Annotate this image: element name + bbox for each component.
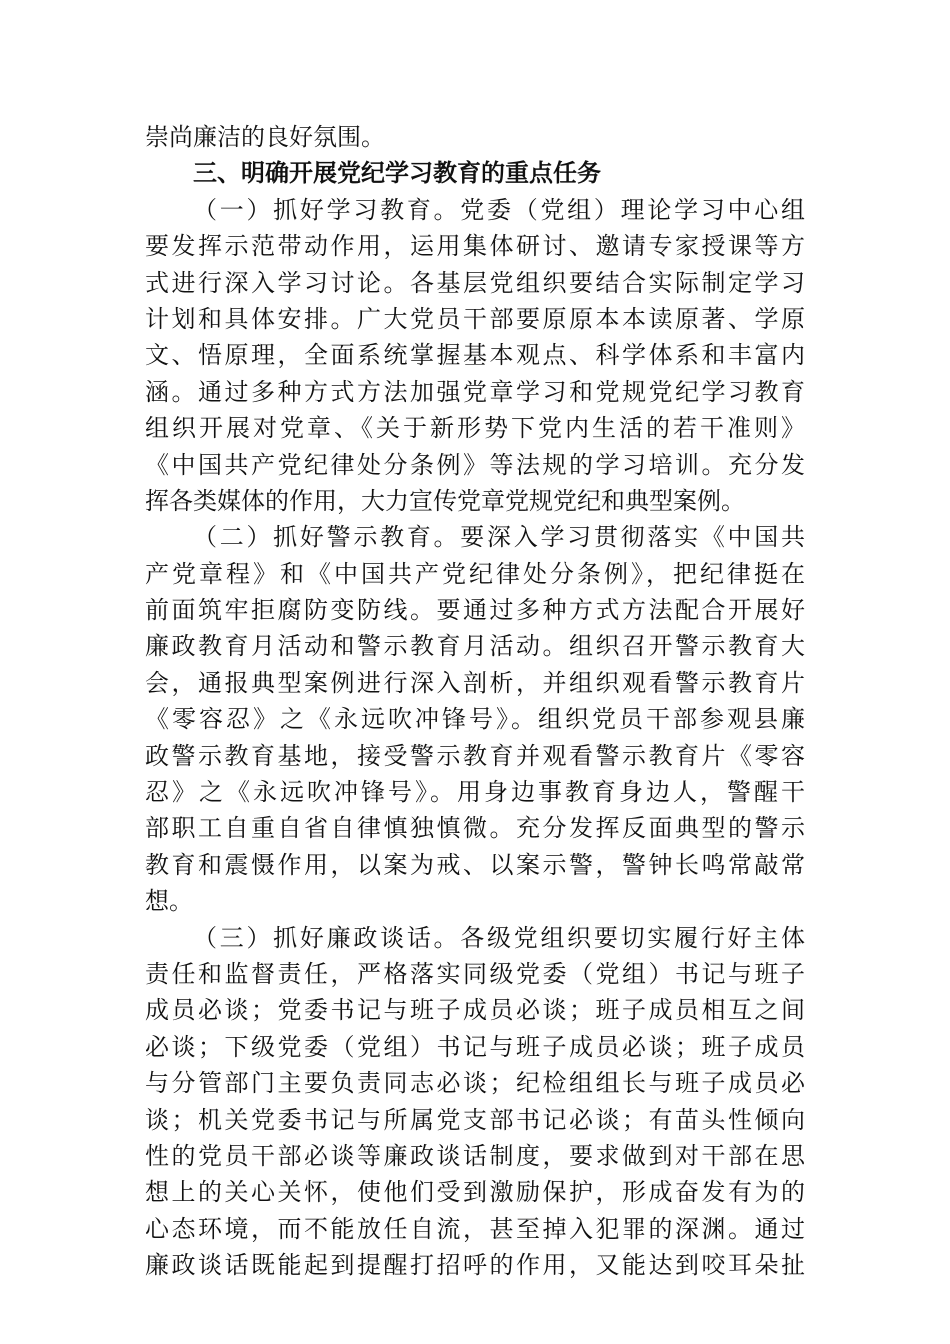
document-body: [145, 119, 805, 1284]
subsection-line-warning-education: （二）抓好警示教育。要深入学习贯彻落实《中国共: [193, 523, 805, 552]
paragraph-line: 前面筑牢拒腐防变防线。要通过多种方式方法配合开展好: [145, 596, 805, 625]
paragraph-line: 政警示教育基地，接受警示教育并观看警示教育片《零容: [145, 741, 805, 770]
paragraph-line: 想。: [145, 887, 193, 916]
paragraph-line: 部职工自重自省自律慎独慎微。充分发挥反面典型的警示: [145, 814, 805, 843]
paragraph-line: 要发挥示范带动作用，运用集体研讨、邀请专家授课等方: [145, 232, 805, 261]
paragraph-line: 《中国共产党纪律处分条例》等法规的学习培训。充分发: [145, 450, 805, 479]
paragraph-line: 廉政教育月活动和警示教育月活动。组织召开警示教育大: [145, 632, 805, 661]
paragraph-line: 《零容忍》之《永远吹冲锋号》。组织党员干部参观县廉: [145, 705, 805, 734]
paragraph-line: 性的党员干部必谈等廉政谈话制度，要求做到对干部在思: [145, 1141, 805, 1170]
subsection-line-study-education: （一）抓好学习教育。党委（党组）理论学习中心组: [193, 195, 805, 224]
paragraph-line: 廉政谈话既能起到提醒打招呼的作用，又能达到咬耳朵扯: [145, 1251, 805, 1280]
paragraph-line: 想上的关心关怀，使他们受到激励保护，形成奋发有为的: [145, 1178, 805, 1207]
paragraph-line: 式进行深入学习讨论。各基层党组织要结合实际制定学习: [145, 268, 805, 297]
paragraph-line: 产党章程》和《中国共产党纪律处分条例》，把纪律挺在: [145, 559, 805, 588]
paragraph-line: 涵。通过多种方式方法加强党章学习和党规党纪学习教育: [145, 377, 805, 406]
paragraph-line: 崇尚廉洁的良好氛围。: [145, 123, 385, 151]
paragraph-line: 忍》之《永远吹冲锋号》。用身边事教育身边人，警醒干: [145, 778, 805, 807]
paragraph-line: 谈；机关党委书记与所属党支部书记必谈；有苗头性倾向: [145, 1105, 805, 1134]
paragraph-line: 会，通报典型案例进行深入剖析，并组织观看警示教育片: [145, 668, 805, 697]
paragraph-line: 计划和具体安排。广大党员干部要原原本本读原著、学原: [145, 304, 805, 333]
paragraph-line: 与分管部门主要负责同志必谈；纪检组组长与班子成员必: [145, 1069, 805, 1098]
paragraph-line: 成员必谈；党委书记与班子成员必谈；班子成员相互之间: [145, 996, 805, 1025]
paragraph-line: 挥各类媒体的作用，大力宣传党章党规党纪和典型案例。: [145, 486, 745, 515]
paragraph-line: 教育和震慑作用，以案为戒、以案示警，警钟长鸣常敲常: [145, 850, 805, 879]
paragraph-line: 心态环境，而不能放任自流，甚至掉入犯罪的深渊。通过: [145, 1214, 805, 1243]
paragraph-line: 必谈；下级党委（党组）书记与班子成员必谈；班子成员: [145, 1032, 805, 1061]
paragraph-line: 文、悟原理，全面系统掌握基本观点、科学体系和丰富内: [145, 341, 805, 370]
section-heading: 三、明确开展党纪学习教育的重点任务: [193, 159, 601, 188]
paragraph-line: 组织开展对党章、《关于新形势下党内生活的若干准则》: [145, 414, 805, 443]
paragraph-line: 责任和监督责任，严格落实同级党委（党组）书记与班子: [145, 959, 805, 988]
subsection-line-integrity-talks: （三）抓好廉政谈话。各级党组织要切实履行好主体: [193, 923, 805, 952]
